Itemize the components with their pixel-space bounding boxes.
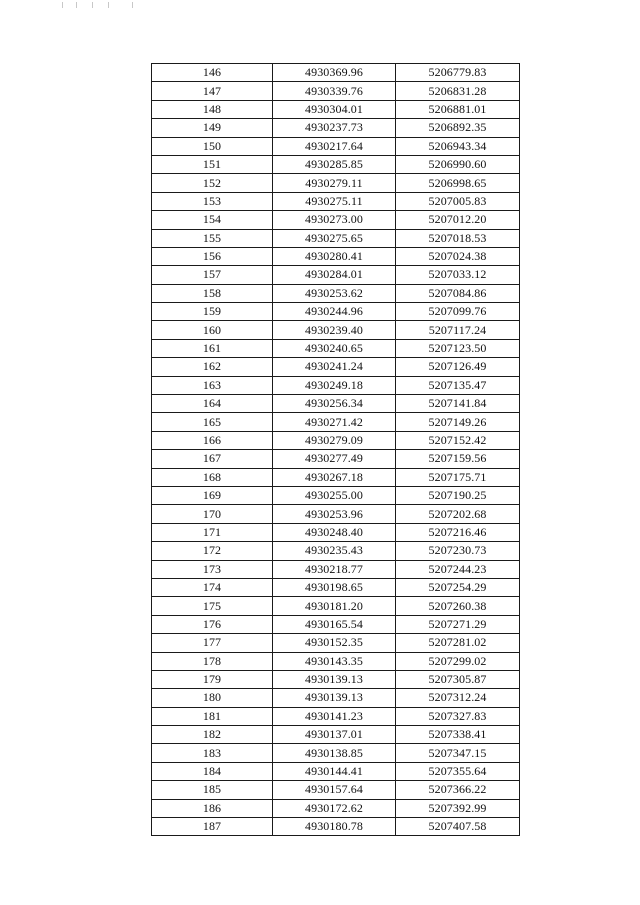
point-number-cell: 150 bbox=[152, 137, 273, 155]
x-coordinate-cell: 4930137.01 bbox=[273, 726, 396, 744]
point-number-cell: 146 bbox=[152, 64, 273, 82]
coordinates-table-body bbox=[152, 64, 520, 836]
table-row bbox=[152, 689, 520, 707]
y-coordinate-cell: 5207190.25 bbox=[396, 486, 520, 504]
scan-artifact-marks bbox=[62, 2, 142, 10]
table-row bbox=[152, 395, 520, 413]
point-number-cell: 156 bbox=[152, 247, 273, 265]
y-coordinate-cell: 5207005.83 bbox=[396, 192, 520, 210]
point-number-cell: 170 bbox=[152, 505, 273, 523]
table-row bbox=[152, 376, 520, 394]
point-number-cell: 172 bbox=[152, 542, 273, 560]
x-coordinate-cell: 4930139.13 bbox=[273, 670, 396, 688]
y-coordinate-cell: 5206943.34 bbox=[396, 137, 520, 155]
table-row bbox=[152, 137, 520, 155]
point-number-cell: 154 bbox=[152, 211, 273, 229]
table-row bbox=[152, 542, 520, 560]
table-row bbox=[152, 486, 520, 504]
point-number-cell: 152 bbox=[152, 174, 273, 192]
x-coordinate-cell: 4930279.09 bbox=[273, 431, 396, 449]
table-row bbox=[152, 339, 520, 357]
x-coordinate-cell: 4930267.18 bbox=[273, 468, 396, 486]
x-coordinate-cell: 4930141.23 bbox=[273, 707, 396, 725]
point-number-cell: 178 bbox=[152, 652, 273, 670]
x-coordinate-cell: 4930239.40 bbox=[273, 321, 396, 339]
point-number-cell: 183 bbox=[152, 744, 273, 762]
point-number-cell: 157 bbox=[152, 266, 273, 284]
table-row bbox=[152, 358, 520, 376]
table-row bbox=[152, 523, 520, 541]
point-number-cell: 155 bbox=[152, 229, 273, 247]
point-number-cell: 164 bbox=[152, 395, 273, 413]
coordinates-table bbox=[151, 63, 520, 836]
y-coordinate-cell: 5207126.49 bbox=[396, 358, 520, 376]
x-coordinate-cell: 4930240.65 bbox=[273, 339, 396, 357]
table-row bbox=[152, 192, 520, 210]
point-number-cell: 160 bbox=[152, 321, 273, 339]
table-row bbox=[152, 781, 520, 799]
table-row bbox=[152, 211, 520, 229]
y-coordinate-cell: 5207149.26 bbox=[396, 413, 520, 431]
point-number-cell: 186 bbox=[152, 799, 273, 817]
x-coordinate-cell: 4930241.24 bbox=[273, 358, 396, 376]
table-row bbox=[152, 303, 520, 321]
point-number-cell: 149 bbox=[152, 119, 273, 137]
table-row bbox=[152, 413, 520, 431]
point-number-cell: 147 bbox=[152, 82, 273, 100]
point-number-cell: 173 bbox=[152, 560, 273, 578]
table-row bbox=[152, 119, 520, 137]
y-coordinate-cell: 5207141.84 bbox=[396, 395, 520, 413]
point-number-cell: 168 bbox=[152, 468, 273, 486]
point-number-cell: 184 bbox=[152, 762, 273, 780]
point-number-cell: 176 bbox=[152, 615, 273, 633]
x-coordinate-cell: 4930181.20 bbox=[273, 597, 396, 615]
table-row bbox=[152, 578, 520, 596]
y-coordinate-cell: 5206990.60 bbox=[396, 155, 520, 173]
x-coordinate-cell: 4930304.01 bbox=[273, 100, 396, 118]
x-coordinate-cell: 4930256.34 bbox=[273, 395, 396, 413]
y-coordinate-cell: 5207347.15 bbox=[396, 744, 520, 762]
table-row bbox=[152, 247, 520, 265]
table-row bbox=[152, 229, 520, 247]
table-row bbox=[152, 155, 520, 173]
table-row bbox=[152, 726, 520, 744]
x-coordinate-cell: 4930248.40 bbox=[273, 523, 396, 541]
x-coordinate-cell: 4930275.11 bbox=[273, 192, 396, 210]
y-coordinate-cell: 5207024.38 bbox=[396, 247, 520, 265]
table-row bbox=[152, 284, 520, 302]
point-number-cell: 187 bbox=[152, 818, 273, 836]
point-number-cell: 166 bbox=[152, 431, 273, 449]
x-coordinate-cell: 4930218.77 bbox=[273, 560, 396, 578]
y-coordinate-cell: 5207230.73 bbox=[396, 542, 520, 560]
y-coordinate-cell: 5207260.38 bbox=[396, 597, 520, 615]
table-row bbox=[152, 634, 520, 652]
x-coordinate-cell: 4930152.35 bbox=[273, 634, 396, 652]
x-coordinate-cell: 4930249.18 bbox=[273, 376, 396, 394]
point-number-cell: 158 bbox=[152, 284, 273, 302]
x-coordinate-cell: 4930279.11 bbox=[273, 174, 396, 192]
point-number-cell: 163 bbox=[152, 376, 273, 394]
table-row bbox=[152, 100, 520, 118]
y-coordinate-cell: 5207084.86 bbox=[396, 284, 520, 302]
point-number-cell: 180 bbox=[152, 689, 273, 707]
y-coordinate-cell: 5207392.99 bbox=[396, 799, 520, 817]
table-row bbox=[152, 652, 520, 670]
y-coordinate-cell: 5207159.56 bbox=[396, 450, 520, 468]
y-coordinate-cell: 5207281.02 bbox=[396, 634, 520, 652]
x-coordinate-cell: 4930285.85 bbox=[273, 155, 396, 173]
point-number-cell: 175 bbox=[152, 597, 273, 615]
x-coordinate-cell: 4930157.64 bbox=[273, 781, 396, 799]
x-coordinate-cell: 4930217.64 bbox=[273, 137, 396, 155]
y-coordinate-cell: 5207012.20 bbox=[396, 211, 520, 229]
y-coordinate-cell: 5207202.68 bbox=[396, 505, 520, 523]
x-coordinate-cell: 4930198.65 bbox=[273, 578, 396, 596]
point-number-cell: 171 bbox=[152, 523, 273, 541]
table-row bbox=[152, 670, 520, 688]
point-number-cell: 179 bbox=[152, 670, 273, 688]
y-coordinate-cell: 5207099.76 bbox=[396, 303, 520, 321]
x-coordinate-cell: 4930139.13 bbox=[273, 689, 396, 707]
table-row bbox=[152, 505, 520, 523]
x-coordinate-cell: 4930143.35 bbox=[273, 652, 396, 670]
table-row bbox=[152, 744, 520, 762]
y-coordinate-cell: 5207152.42 bbox=[396, 431, 520, 449]
table-row bbox=[152, 321, 520, 339]
table-row bbox=[152, 431, 520, 449]
table-row bbox=[152, 762, 520, 780]
y-coordinate-cell: 5207327.83 bbox=[396, 707, 520, 725]
y-coordinate-cell: 5207123.50 bbox=[396, 339, 520, 357]
table-row bbox=[152, 450, 520, 468]
x-coordinate-cell: 4930280.41 bbox=[273, 247, 396, 265]
point-number-cell: 162 bbox=[152, 358, 273, 376]
table-row bbox=[152, 707, 520, 725]
x-coordinate-cell: 4930165.54 bbox=[273, 615, 396, 633]
y-coordinate-cell: 5207216.46 bbox=[396, 523, 520, 541]
point-number-cell: 165 bbox=[152, 413, 273, 431]
table-row bbox=[152, 266, 520, 284]
point-number-cell: 159 bbox=[152, 303, 273, 321]
y-coordinate-cell: 5206881.01 bbox=[396, 100, 520, 118]
table-row bbox=[152, 597, 520, 615]
x-coordinate-cell: 4930237.73 bbox=[273, 119, 396, 137]
x-coordinate-cell: 4930275.65 bbox=[273, 229, 396, 247]
point-number-cell: 185 bbox=[152, 781, 273, 799]
x-coordinate-cell: 4930284.01 bbox=[273, 266, 396, 284]
x-coordinate-cell: 4930273.00 bbox=[273, 211, 396, 229]
y-coordinate-cell: 5206831.28 bbox=[396, 82, 520, 100]
y-coordinate-cell: 5207244.23 bbox=[396, 560, 520, 578]
point-number-cell: 148 bbox=[152, 100, 273, 118]
table-row bbox=[152, 82, 520, 100]
y-coordinate-cell: 5207117.24 bbox=[396, 321, 520, 339]
x-coordinate-cell: 4930339.76 bbox=[273, 82, 396, 100]
y-coordinate-cell: 5207305.87 bbox=[396, 670, 520, 688]
y-coordinate-cell: 5207254.29 bbox=[396, 578, 520, 596]
point-number-cell: 177 bbox=[152, 634, 273, 652]
y-coordinate-cell: 5206892.35 bbox=[396, 119, 520, 137]
table-row bbox=[152, 560, 520, 578]
y-coordinate-cell: 5207018.53 bbox=[396, 229, 520, 247]
x-coordinate-cell: 4930255.00 bbox=[273, 486, 396, 504]
y-coordinate-cell: 5207135.47 bbox=[396, 376, 520, 394]
table-row bbox=[152, 64, 520, 82]
table-row bbox=[152, 615, 520, 633]
y-coordinate-cell: 5207407.58 bbox=[396, 818, 520, 836]
point-number-cell: 174 bbox=[152, 578, 273, 596]
x-coordinate-cell: 4930369.96 bbox=[273, 64, 396, 82]
y-coordinate-cell: 5206998.65 bbox=[396, 174, 520, 192]
x-coordinate-cell: 4930235.43 bbox=[273, 542, 396, 560]
x-coordinate-cell: 4930138.85 bbox=[273, 744, 396, 762]
x-coordinate-cell: 4930144.41 bbox=[273, 762, 396, 780]
table-row bbox=[152, 174, 520, 192]
y-coordinate-cell: 5207366.22 bbox=[396, 781, 520, 799]
point-number-cell: 169 bbox=[152, 486, 273, 504]
point-number-cell: 161 bbox=[152, 339, 273, 357]
point-number-cell: 182 bbox=[152, 726, 273, 744]
x-coordinate-cell: 4930253.62 bbox=[273, 284, 396, 302]
y-coordinate-cell: 5206779.83 bbox=[396, 64, 520, 82]
x-coordinate-cell: 4930172.62 bbox=[273, 799, 396, 817]
point-number-cell: 181 bbox=[152, 707, 273, 725]
y-coordinate-cell: 5207338.41 bbox=[396, 726, 520, 744]
y-coordinate-cell: 5207271.29 bbox=[396, 615, 520, 633]
y-coordinate-cell: 5207033.12 bbox=[396, 266, 520, 284]
y-coordinate-cell: 5207299.02 bbox=[396, 652, 520, 670]
table-row bbox=[152, 818, 520, 836]
x-coordinate-cell: 4930277.49 bbox=[273, 450, 396, 468]
x-coordinate-cell: 4930253.96 bbox=[273, 505, 396, 523]
y-coordinate-cell: 5207175.71 bbox=[396, 468, 520, 486]
table-row bbox=[152, 468, 520, 486]
y-coordinate-cell: 5207312.24 bbox=[396, 689, 520, 707]
x-coordinate-cell: 4930271.42 bbox=[273, 413, 396, 431]
y-coordinate-cell: 5207355.64 bbox=[396, 762, 520, 780]
point-number-cell: 151 bbox=[152, 155, 273, 173]
point-number-cell: 167 bbox=[152, 450, 273, 468]
x-coordinate-cell: 4930180.78 bbox=[273, 818, 396, 836]
x-coordinate-cell: 4930244.96 bbox=[273, 303, 396, 321]
point-number-cell: 153 bbox=[152, 192, 273, 210]
table-row bbox=[152, 799, 520, 817]
